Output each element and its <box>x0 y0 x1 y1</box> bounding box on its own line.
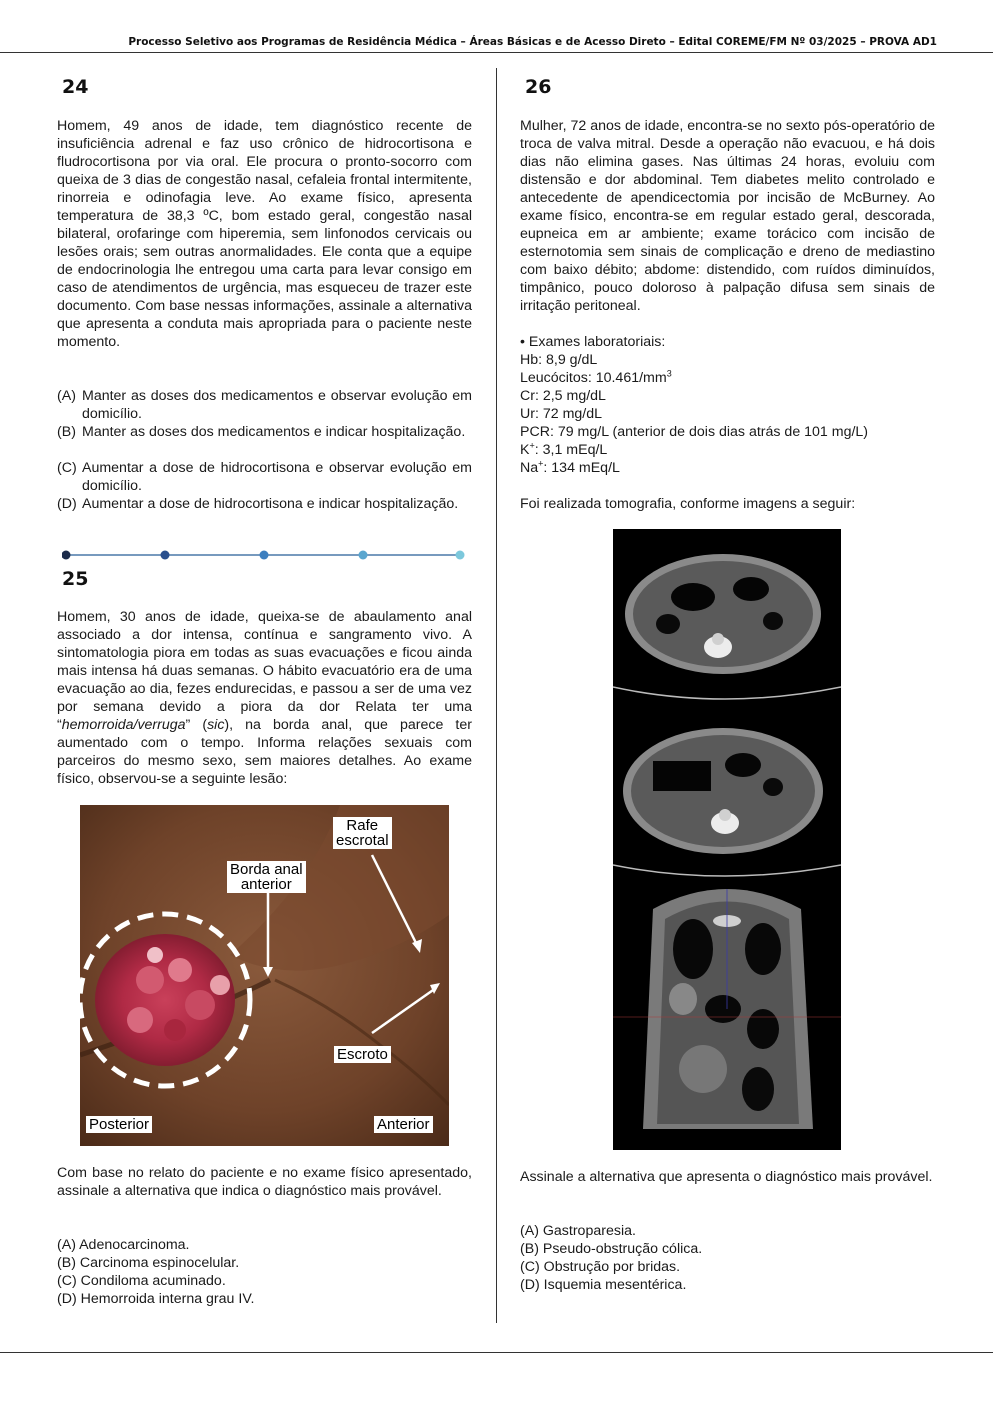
option-letter: (A) <box>57 388 76 404</box>
option-label: Condiloma acuminado. <box>80 1273 226 1289</box>
lesion-photo-graphic <box>80 805 449 1146</box>
option-letter: (A) <box>520 1223 539 1239</box>
label-escroto: Escroto <box>334 1046 391 1063</box>
q25-stem <box>57 608 472 788</box>
lab-superscript: 3 <box>666 368 672 379</box>
option-label: Pseudo-obstrução cólica. <box>542 1241 703 1257</box>
lab-text: Leucócitos: 10.461/mm <box>520 370 667 386</box>
header-rule <box>0 52 993 53</box>
lab-text: Na <box>520 460 539 476</box>
stem-italic: sic <box>207 717 225 733</box>
option-text: Aumentar a dose de hidrocortisona e observar evolução em domicílio. <box>82 460 472 494</box>
q24-option-c[interactable] <box>57 459 472 495</box>
q25-option-c[interactable] <box>57 1272 472 1290</box>
q24-option-d[interactable] <box>57 495 472 513</box>
option-label: Hemorroida interna grau IV. <box>80 1291 255 1307</box>
option-label: Carcinoma espinocelular. <box>79 1255 240 1271</box>
label-posterior: Posterior <box>86 1116 152 1133</box>
divider-dot <box>359 551 368 560</box>
option-text: Manter as doses dos medicamentos e observar evolução em domicílio. <box>82 388 472 422</box>
lab-text: : 134 mEq/L <box>543 460 620 476</box>
option-text: Aumentar a dose de hidrocortisona e indicar hospitalização. <box>82 496 459 512</box>
option-label: Isquemia mesentérica. <box>543 1277 687 1293</box>
stem-text: ” ( <box>185 717 208 733</box>
q26-option-c[interactable] <box>520 1258 935 1276</box>
lab-k <box>520 441 935 459</box>
stem-text: ), na borda anal, que parece ter aumentado com o tempo. Informa relações sexuais com parceiros do mesmo sexo, sem maiores detalhes. Ao exame físico, observou-se a seguinte lesão: <box>57 717 472 787</box>
ct-images <box>613 529 841 1150</box>
question-number-26: 26 <box>525 76 552 98</box>
option-label: Gastroparesia. <box>542 1223 636 1239</box>
option-letter: (B) <box>520 1241 539 1257</box>
divider-dot <box>62 551 71 560</box>
divider-dot <box>260 551 269 560</box>
q26-option-b[interactable] <box>520 1240 935 1258</box>
q26-question: Assinale a alternativa que apresenta o diagnóstico mais provável. <box>520 1169 933 1185</box>
lab-text: : 3,1 mEq/L <box>534 442 608 458</box>
question-number-25: 25 <box>62 568 89 590</box>
q26-option-a[interactable] <box>520 1222 935 1240</box>
option-letter: (C) <box>57 1273 77 1289</box>
option-letter: (C) <box>57 460 77 476</box>
lab-hb: Hb: 8,9 g/dL <box>520 352 598 368</box>
label-rafe-escrotal: Rafe escrotal <box>333 817 392 849</box>
q26-option-d[interactable] <box>520 1276 935 1294</box>
option-letter: (B) <box>57 1255 76 1271</box>
lab-leucocitos <box>520 369 935 387</box>
q25-option-d[interactable] <box>57 1290 472 1308</box>
option-label: Adenocarcinoma. <box>79 1237 190 1253</box>
lab-pcr: PCR: 79 mg/L (anterior de dois dias atrás de 101 mg/L) <box>520 424 869 440</box>
question-number-24: 24 <box>62 76 89 98</box>
q25-question: Com base no relato do paciente e no exame físico apresentado, assinale a alternativa que indica o diagnóstico mais provável. <box>57 1165 472 1199</box>
ct-scan-graphic <box>613 529 841 1150</box>
q24-stem: Homem, 49 anos de idade, tem diagnóstico recente de insuficiência adrenal e faz uso crônico de hidrocortisona e fludrocortisona por via oral. Ele procura o pronto-socorro com queixa de 3 dias de congestão nasal, cefaleia frontal intermitente, rinorreia e odinofagia leve. Ao exame físico, apresenta temperatura de 38,3 ºC, bom estado geral, congestão nasal bilateral, orofaringe com hiperemia, sem linfonodos cervicais ou lesões orais; sem outras anormalidades. Ele conta que a equipe de endocrinologia lhe entregou uma carta para levar consigo em caso de atendimentos de urgência, mas esqueceu de trazer este documento. Com base nessas informações, assinale a alternativa que apresenta a conduta mais apropriada para o paciente neste momento. <box>57 118 472 350</box>
option-text <box>57 1272 226 1290</box>
option-text: Manter as doses dos medicamentos e indicar hospitalização. <box>82 424 466 440</box>
q26-stem: Mulher, 72 anos de idade, encontra-se no sexto pós-operatório de troca de valva mitral. Desde a operação não evacuou, e há dois dias não elimina gases. Nas últimas 24 horas, evoluiu com distensão e dor abdominal. Tem diabetes melito controlado e antecedente de apendicectomia por incisão de McBurney. Ao exame físico, encontra-se em regular estado geral, descorada, eupneica em ar ambiente; exame torácico com incisão de esternotomia sem sinais de complicação e dreno de mediastino com baixo débito; abdome: distendido, com ruídos diminuídos, timpânico, pouco doloroso à palpação difusa sem sinais de irritação peritoneal. <box>520 118 935 314</box>
lesion-photo <box>80 805 449 1146</box>
label-anterior: Anterior <box>374 1116 433 1133</box>
footer-rule <box>0 1352 993 1353</box>
page-header: Processo Seletivo aos Programas de Residência Médica – Áreas Básicas e de Acesso Direto – Edital COREME/FM Nº 03/2025 – PROVA AD1 <box>128 36 937 48</box>
q25-option-b[interactable] <box>57 1254 472 1272</box>
divider-dot <box>161 551 170 560</box>
option-letter: (D) <box>57 1291 77 1307</box>
stem-text: Homem, 30 anos de idade, queixa-se de abaulamento anal associado a dor intensa, contínua e sangramento vivo. A sintomatologia piora em todas as suas evacuações e ficou ainda mais intensa há duas semanas. O hábito evacuatório era de uma evacuação ao dia, fezes endurecidas, e passou a ser de uma vez por semana devido a piora da dor Relata ter uma “ <box>57 609 472 733</box>
q24-option-a[interactable] <box>57 387 472 423</box>
column-divider <box>496 68 497 1323</box>
stem-italic: hemorroida/verruga <box>61 717 186 733</box>
lab-superscript: + <box>529 440 535 451</box>
label-borda-anal-anterior: Borda anal anterior <box>227 861 306 893</box>
option-letter: (D) <box>57 496 77 512</box>
lab-na <box>520 459 935 477</box>
option-text <box>520 1276 686 1294</box>
option-text <box>520 1240 702 1258</box>
option-text <box>520 1258 680 1276</box>
option-letter: (C) <box>520 1259 540 1275</box>
option-text <box>57 1290 254 1308</box>
option-letter: (B) <box>57 424 76 440</box>
option-letter: (D) <box>520 1277 540 1293</box>
lab-ur: Ur: 72 mg/dL <box>520 406 603 422</box>
divider-dot <box>456 551 465 560</box>
q25-option-a[interactable] <box>57 1236 472 1254</box>
question-divider <box>62 549 466 561</box>
lab-cr: Cr: 2,5 mg/dL <box>520 388 606 404</box>
option-text <box>520 1222 636 1240</box>
option-text <box>57 1236 190 1254</box>
option-label: Obstrução por bridas. <box>543 1259 681 1275</box>
q26-ct-intro: Foi realizada tomografia, conforme imagens a seguir: <box>520 496 856 512</box>
q26-labs <box>520 333 935 477</box>
labs-title: • Exames laboratoriais: <box>520 334 666 350</box>
lab-superscript: + <box>538 458 544 469</box>
option-letter: (A) <box>57 1237 76 1253</box>
option-text <box>57 1254 239 1272</box>
lab-text: K <box>520 442 530 458</box>
q24-option-b[interactable] <box>57 423 472 441</box>
